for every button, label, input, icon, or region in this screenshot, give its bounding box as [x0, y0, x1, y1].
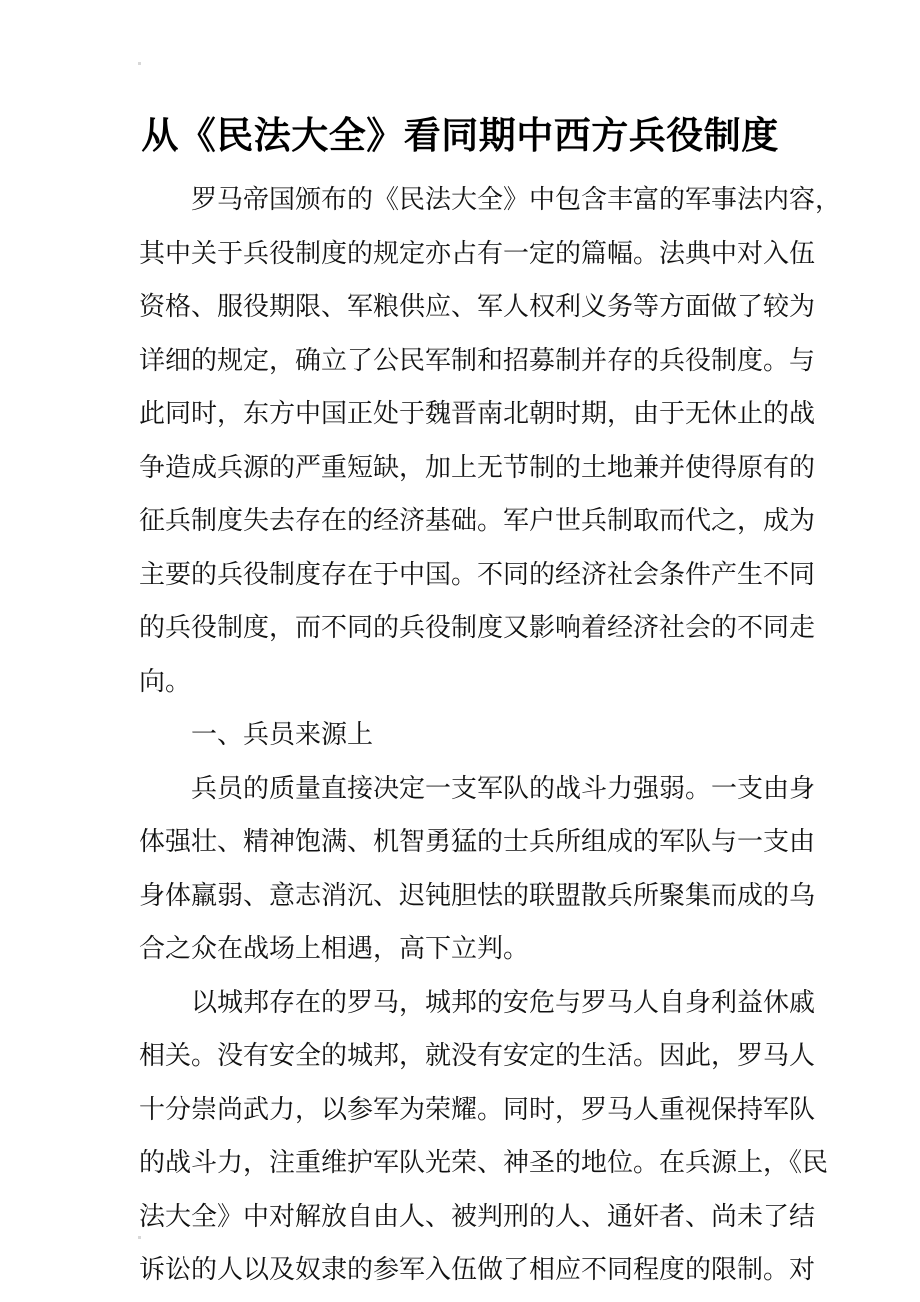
paragraph-line: 其中关于兵役制度的规定亦占有一定的篇幅。法典中对入伍	[139, 238, 816, 269]
corner-mark-top-left	[138, 62, 141, 65]
paragraph-line: 主要的兵役制度存在于中国。不同的经济社会条件产生不同	[139, 559, 816, 590]
paragraph-line: 身体羸弱、意志消沉、迟钝胆怯的联盟散兵所聚集而成的乌	[139, 880, 816, 911]
paragraph-line: 合之众在战场上相遇，高下立判。	[139, 934, 530, 964]
paragraph-line: 此同时，东方中国正处于魏晋南北朝时期，由于无休止的战	[139, 399, 816, 429]
paragraph-line: 的兵役制度，而不同的兵役制度又影响着经济社会的不同走	[139, 613, 816, 643]
paragraph-line: 诉讼的人以及奴隶的参军入伍做了相应不同程度的限制。对	[139, 1255, 816, 1285]
paragraph-line: 详细的规定，确立了公民军制和招募制并存的兵役制度。与	[139, 345, 816, 376]
paragraph-line: 法大全》中对解放自由人、被判刑的人、通奸者、尚未了结	[139, 1201, 816, 1232]
paragraph-line: 十分崇尚武力，以参军为荣耀。同时，罗马人重视保持军队	[139, 1094, 816, 1125]
paragraph-line: 征兵制度失去存在的经济基础。军户世兵制取而代之，成为	[139, 506, 816, 536]
document-body	[139, 174, 842, 1298]
paragraph-line: 以城邦存在的罗马，城邦的安危与罗马人自身利益休戚	[191, 987, 816, 1018]
paragraph-line: 兵员的质量直接决定一支军队的战斗力强弱。一支由身	[191, 773, 816, 804]
paragraph-line: 罗马帝国颁布的《民法大全》中包含丰富的军事法内容，	[191, 185, 842, 215]
paragraph-line: 体强壮、精神饱满、机智勇猛的士兵所组成的军队与一支由	[139, 827, 816, 857]
paragraph-line: 向。	[139, 666, 192, 697]
paragraph-line: 资格、服役期限、军粮供应、军人权利义务等方面做了较为	[139, 292, 816, 322]
paragraph-line: 相关。没有安全的城邦，就没有安定的生活。因此，罗马人	[139, 1041, 816, 1071]
paragraph-line: 争造成兵源的严重短缺，加上无节制的土地兼并使得原有的	[139, 452, 816, 483]
section-heading: 一、兵员来源上	[191, 720, 374, 750]
paragraph-line: 的战斗力，注重维护军队光荣、神圣的地位。在兵源上，《民	[139, 1148, 829, 1178]
document-title: 从《民法大全》看同期中西方兵役制度	[141, 114, 779, 157]
